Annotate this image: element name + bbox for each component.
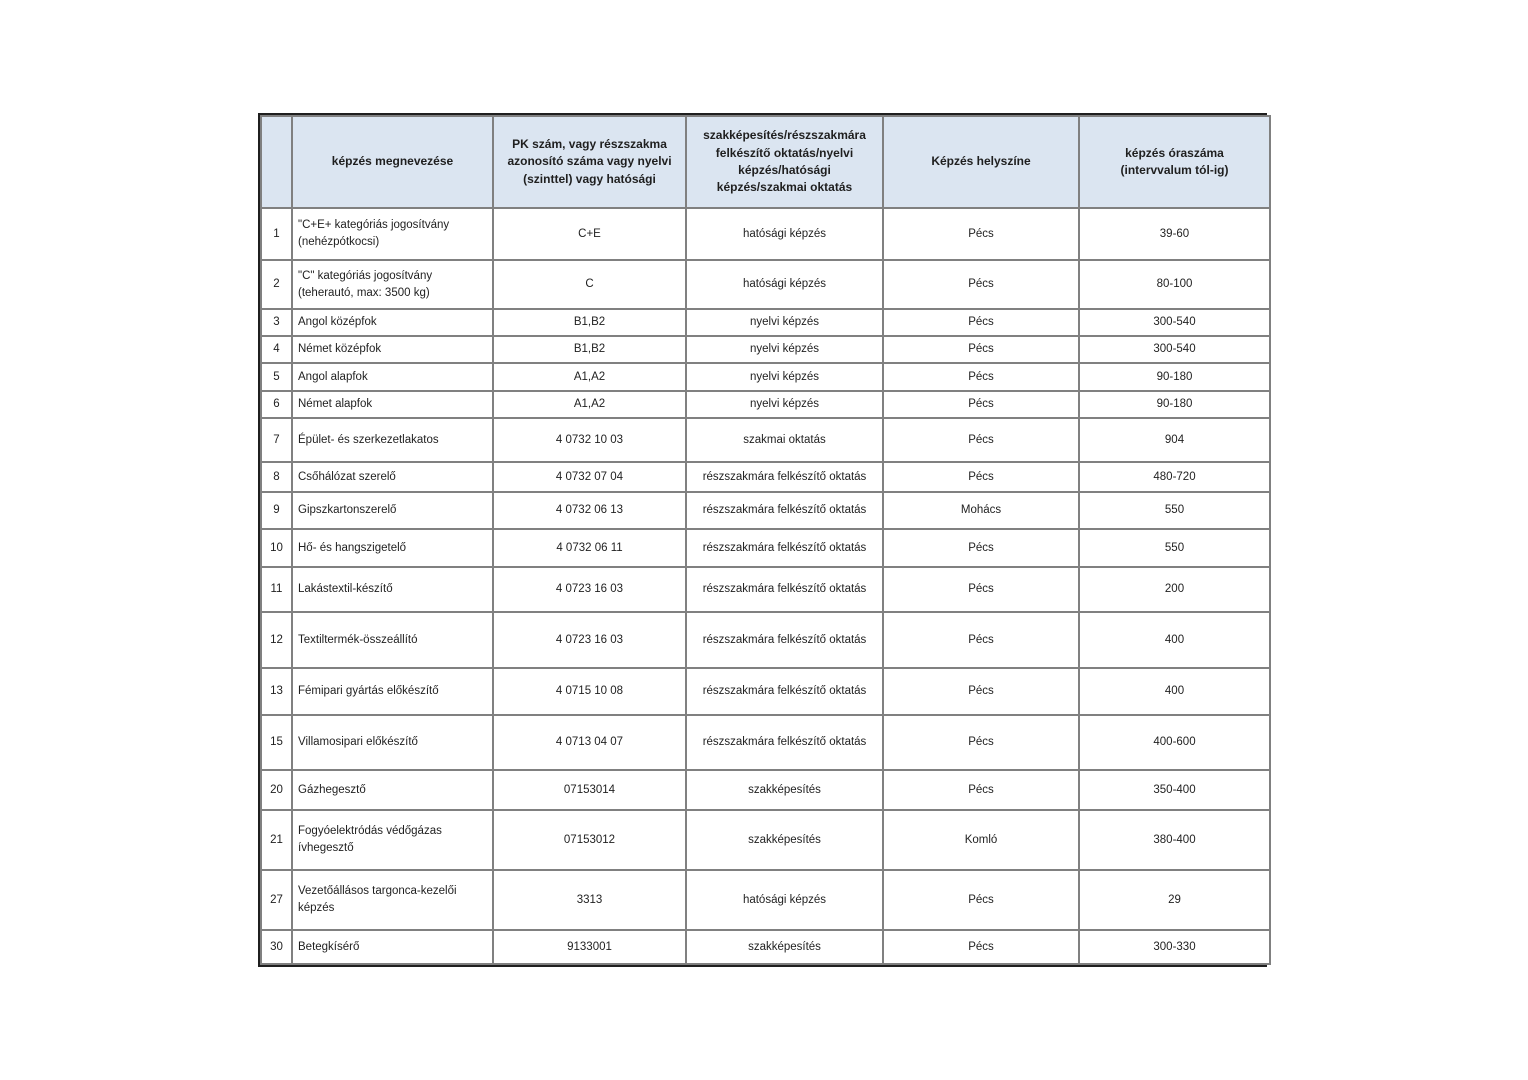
training-type-cell: szakképesítés	[686, 930, 883, 964]
course-code-cell: B1,B2	[493, 309, 686, 336]
location-cell: Pécs	[883, 391, 1079, 418]
table-row	[261, 363, 1270, 391]
hours-cell: 904	[1079, 418, 1270, 462]
header-row-number	[261, 116, 292, 208]
course-name-cell: Vezetőállásos targonca-kezelői képzés	[292, 870, 493, 930]
location-cell: Pécs	[883, 208, 1079, 260]
table-row	[261, 810, 1270, 870]
course-code-cell: A1,A2	[493, 391, 686, 418]
course-code-cell: 4 0713 04 07	[493, 715, 686, 770]
table-row	[261, 462, 1270, 492]
hours-cell: 80-100	[1079, 260, 1270, 309]
location-cell: Pécs	[883, 612, 1079, 668]
training-type-cell: részszakmára felkészítő oktatás	[686, 612, 883, 668]
row-number-cell: 8	[261, 462, 292, 492]
course-code-cell: C	[493, 260, 686, 309]
training-type-cell: részszakmára felkészítő oktatás	[686, 529, 883, 567]
course-code-cell: 4 0732 06 11	[493, 529, 686, 567]
row-number-cell: 9	[261, 492, 292, 529]
training-type-cell: részszakmára felkészítő oktatás	[686, 668, 883, 715]
course-name-cell: "C+E+ kategóriás jogosítvány (nehézpótkocsi)	[292, 208, 493, 260]
header-course-code: PK szám, vagy részszakma azonosító száma vagy nyelvi (szinttel) vagy hatósági	[493, 116, 686, 208]
course-name-cell: Gázhegesztő	[292, 770, 493, 810]
header-location: Képzés helyszíne	[883, 116, 1079, 208]
location-cell: Pécs	[883, 462, 1079, 492]
row-number-cell: 11	[261, 567, 292, 612]
hours-cell: 29	[1079, 870, 1270, 930]
course-name-cell: Angol alapfok	[292, 363, 493, 391]
hours-cell: 300-330	[1079, 930, 1270, 964]
hours-cell: 39-60	[1079, 208, 1270, 260]
hours-cell: 300-540	[1079, 309, 1270, 336]
location-cell: Pécs	[883, 336, 1079, 363]
table-row	[261, 567, 1270, 612]
hours-cell: 90-180	[1079, 363, 1270, 391]
course-code-cell: 4 0732 07 04	[493, 462, 686, 492]
course-name-cell: Textiltermék-összeállító	[292, 612, 493, 668]
course-code-cell: B1,B2	[493, 336, 686, 363]
table-row	[261, 612, 1270, 668]
course-code-cell: 4 0723 16 03	[493, 567, 686, 612]
course-code-cell: 07153014	[493, 770, 686, 810]
header-hours: képzés óraszáma (intervvalum tól-ig)	[1079, 116, 1270, 208]
course-name-cell: Fogyóelektródás védőgázas ívhegesztő	[292, 810, 493, 870]
course-name-cell: Angol középfok	[292, 309, 493, 336]
row-number-cell: 3	[261, 309, 292, 336]
course-code-cell: 07153012	[493, 810, 686, 870]
row-number-cell: 1	[261, 208, 292, 260]
row-number-cell: 20	[261, 770, 292, 810]
training-type-cell: szakképesítés	[686, 770, 883, 810]
row-number-cell: 5	[261, 363, 292, 391]
training-type-cell: nyelvi képzés	[686, 391, 883, 418]
table-row	[261, 930, 1270, 964]
training-type-cell: részszakmára felkészítő oktatás	[686, 715, 883, 770]
course-code-cell: 4 0715 10 08	[493, 668, 686, 715]
training-type-cell: részszakmára felkészítő oktatás	[686, 492, 883, 529]
row-number-cell: 12	[261, 612, 292, 668]
table-row	[261, 715, 1270, 770]
hours-cell: 380-400	[1079, 810, 1270, 870]
course-name-cell: "C" kategóriás jogosítvány (teherautó, max: 3500 kg)	[292, 260, 493, 309]
location-cell: Komló	[883, 810, 1079, 870]
course-name-cell: Épület- és szerkezetlakatos	[292, 418, 493, 462]
table-row	[261, 529, 1270, 567]
course-name-cell: Gipszkartonszerelő	[292, 492, 493, 529]
hours-cell: 350-400	[1079, 770, 1270, 810]
hours-cell: 400-600	[1079, 715, 1270, 770]
course-name-cell: Lakástextil-készítő	[292, 567, 493, 612]
location-cell: Pécs	[883, 309, 1079, 336]
row-number-cell: 4	[261, 336, 292, 363]
course-code-cell: 4 0732 10 03	[493, 418, 686, 462]
table-row	[261, 260, 1270, 309]
training-type-cell: részszakmára felkészítő oktatás	[686, 462, 883, 492]
table-row	[261, 770, 1270, 810]
location-cell: Pécs	[883, 567, 1079, 612]
table-row	[261, 492, 1270, 529]
course-name-cell: Német középfok	[292, 336, 493, 363]
row-number-cell: 15	[261, 715, 292, 770]
course-name-cell: Hő- és hangszigetelő	[292, 529, 493, 567]
table-row	[261, 668, 1270, 715]
location-cell: Pécs	[883, 870, 1079, 930]
row-number-cell: 7	[261, 418, 292, 462]
course-code-cell: 3313	[493, 870, 686, 930]
course-name-cell: Villamosipari előkészítő	[292, 715, 493, 770]
table-row	[261, 208, 1270, 260]
training-type-cell: hatósági képzés	[686, 260, 883, 309]
course-name-cell: Fémipari gyártás előkészítő	[292, 668, 493, 715]
table-body	[261, 208, 1270, 964]
row-number-cell: 21	[261, 810, 292, 870]
row-number-cell: 13	[261, 668, 292, 715]
course-name-cell: Csőhálózat szerelő	[292, 462, 493, 492]
table-row	[261, 309, 1270, 336]
training-type-cell: nyelvi képzés	[686, 336, 883, 363]
table-row	[261, 391, 1270, 418]
location-cell: Pécs	[883, 715, 1079, 770]
training-type-cell: hatósági képzés	[686, 870, 883, 930]
location-cell: Pécs	[883, 668, 1079, 715]
location-cell: Pécs	[883, 418, 1079, 462]
header-row	[261, 116, 1270, 208]
training-type-cell: részszakmára felkészítő oktatás	[686, 567, 883, 612]
table-row	[261, 870, 1270, 930]
hours-cell: 400	[1079, 668, 1270, 715]
table-row	[261, 336, 1270, 363]
course-code-cell: C+E	[493, 208, 686, 260]
hours-cell: 200	[1079, 567, 1270, 612]
training-table-container	[258, 113, 1267, 967]
hours-cell: 480-720	[1079, 462, 1270, 492]
row-number-cell: 10	[261, 529, 292, 567]
hours-cell: 400	[1079, 612, 1270, 668]
header-course-name: képzés megnevezése	[292, 116, 493, 208]
row-number-cell: 27	[261, 870, 292, 930]
row-number-cell: 6	[261, 391, 292, 418]
location-cell: Pécs	[883, 529, 1079, 567]
row-number-cell: 2	[261, 260, 292, 309]
training-type-cell: nyelvi képzés	[686, 363, 883, 391]
training-type-cell: hatósági képzés	[686, 208, 883, 260]
table-header	[261, 116, 1270, 208]
location-cell: Mohács	[883, 492, 1079, 529]
hours-cell: 90-180	[1079, 391, 1270, 418]
course-code-cell: 4 0723 16 03	[493, 612, 686, 668]
hours-cell: 550	[1079, 529, 1270, 567]
table-row	[261, 418, 1270, 462]
course-name-cell: Német alapfok	[292, 391, 493, 418]
training-table	[260, 115, 1271, 965]
course-code-cell: 4 0732 06 13	[493, 492, 686, 529]
training-type-cell: nyelvi képzés	[686, 309, 883, 336]
row-number-cell: 30	[261, 930, 292, 964]
course-code-cell: A1,A2	[493, 363, 686, 391]
course-code-cell: 9133001	[493, 930, 686, 964]
hours-cell: 550	[1079, 492, 1270, 529]
location-cell: Pécs	[883, 363, 1079, 391]
hours-cell: 300-540	[1079, 336, 1270, 363]
location-cell: Pécs	[883, 260, 1079, 309]
location-cell: Pécs	[883, 930, 1079, 964]
header-training-type: szakképesítés/részszakmára felkészítő oktatás/nyelvi képzés/hatósági képzés/szakmai oktatás	[686, 116, 883, 208]
course-name-cell: Betegkísérő	[292, 930, 493, 964]
training-type-cell: szakmai oktatás	[686, 418, 883, 462]
location-cell: Pécs	[883, 770, 1079, 810]
training-type-cell: szakképesítés	[686, 810, 883, 870]
